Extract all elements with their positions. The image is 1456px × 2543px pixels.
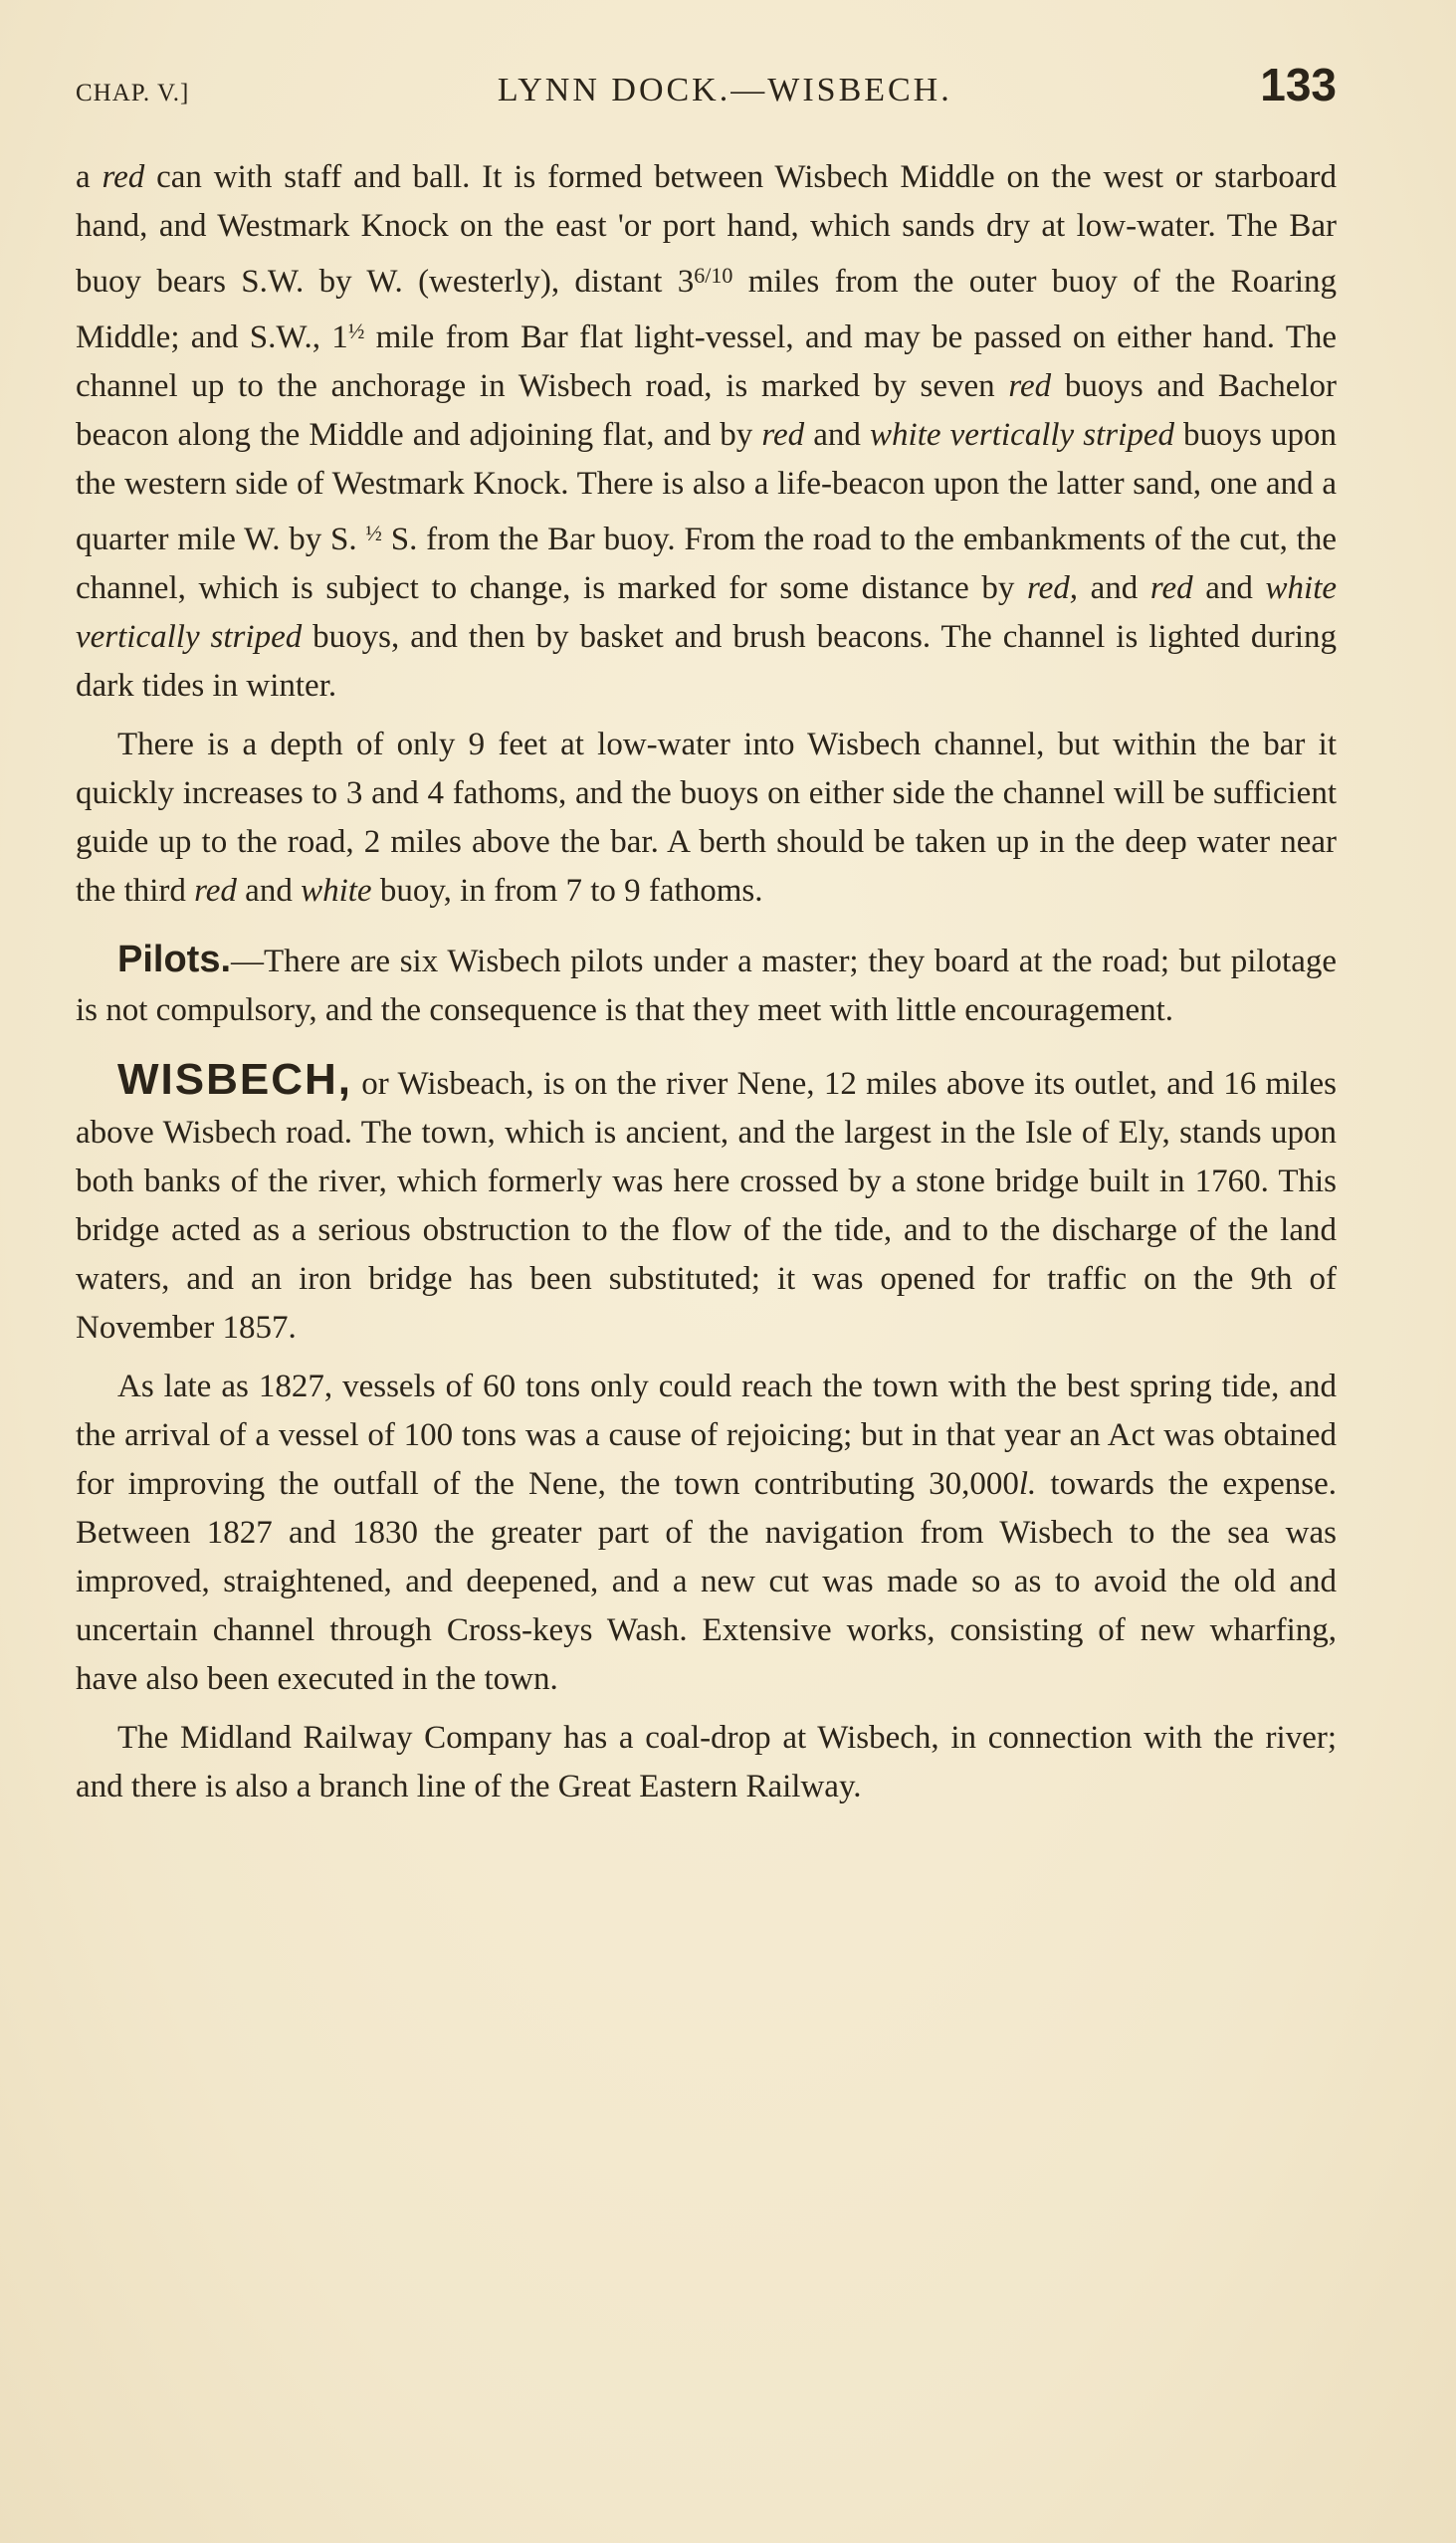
body-text xyxy=(76,153,1337,1811)
paragraph-depth: There is a depth of only 9 feet at low-water into Wisbech channel, but within the bar it quickly increases to 3 and 4 fathoms, and the buoys on either side the channel will be sufficient guide up to the road, 2 miles above the bar. A berth should be taken up in the deep water near the third red and white buoy, in from 7 to 9 fathoms. xyxy=(76,727,1337,909)
page-title: LYNN DOCK.—WISBECH. xyxy=(497,72,952,108)
paragraph-pilots: Pilots.—There are six Wisbech pilots under a master; they board at the road; but pilotage is not compulsory, and the consequence is that they meet with little encouragement. xyxy=(76,939,1337,1028)
section-heading-wisbech: WISBECH, xyxy=(117,1055,352,1104)
fraction: 6/10 xyxy=(694,263,733,288)
chapter-label: CHAP. V.] xyxy=(76,80,190,106)
running-head xyxy=(76,58,1337,109)
paragraph-railway: The Midland Railway Company has a coal-drop at Wisbech, in connection with the river; and there is also a branch line of the Great Eastern Railway. xyxy=(76,1720,1337,1804)
fraction: ½ xyxy=(347,318,365,343)
paragraph-wisbech: WISBECH, or Wisbeach, is on the river Nene, 12 miles above its outlet, and 16 miles above Wisbech road. The town, which is ancient, and the largest in the Isle of Ely, stands upon both banks of the river, which formerly was here crossed by a stone bridge built in 1760. This bridge acted as a serious obstruction to the flow of the tide, and to the discharge of the land waters, and an iron bridge has been substituted; it was opened for traffic on the 9th of November 1857. xyxy=(76,1055,1337,1346)
paragraph-history: As late as 1827, vessels of 60 tons only could reach the town with the best spring tide, and the arrival of a vessel of 100 tons was a cause of rejoicing; but in that year an Act was obtained for improving the outfall of the Nene, the town contributing 30,000l. towards the expense. Between 1827 and 1830 the greater part of the navigation from Wisbech to the sea was improved, straightened, and deepened, and a new cut was made so as to avoid the old and uncertain channel through Cross-keys Wash. Extensive works, consisting of new wharfing, have also been executed in the town. xyxy=(76,1369,1337,1697)
section-heading-pilots: Pilots. xyxy=(117,939,232,980)
page-number: 133 xyxy=(1260,59,1337,110)
paragraph-bar-channel: a red can with staff and ball. It is formed between Wisbech Middle on the west or starboard hand, and Westmark Knock on the east 'or port hand, which sands dry at low-water. The Bar buoy bears S.W. by W. (westerly), distant $3^{6/10}$ miles from the outer buoy of the Roaring Middle; and S.W., $1^{\frac{1}{2}}$ mile from Bar flat light-vessel, and may be passed on either hand. The channel up to the anchorage in Wisbech road, is marked by seven red buoys and Bachelor beacon along the Middle and adjoining flat, and by red and white vertically striped buoys upon the western side of Westmark Knock. There is also a life-beacon upon the latter sand, one and a quarter mile W. by S. $^{\frac{1}{2}}$ S. from the Bar buoy. From the road to the embankments of the cut, the channel, which is subject to change, is marked for some distance by red, and red and white vertically striped buoys, and then by basket and brush beacons. The channel is lighted during dark tides in winter. xyxy=(76,159,1338,704)
fraction: ½ xyxy=(365,521,382,545)
